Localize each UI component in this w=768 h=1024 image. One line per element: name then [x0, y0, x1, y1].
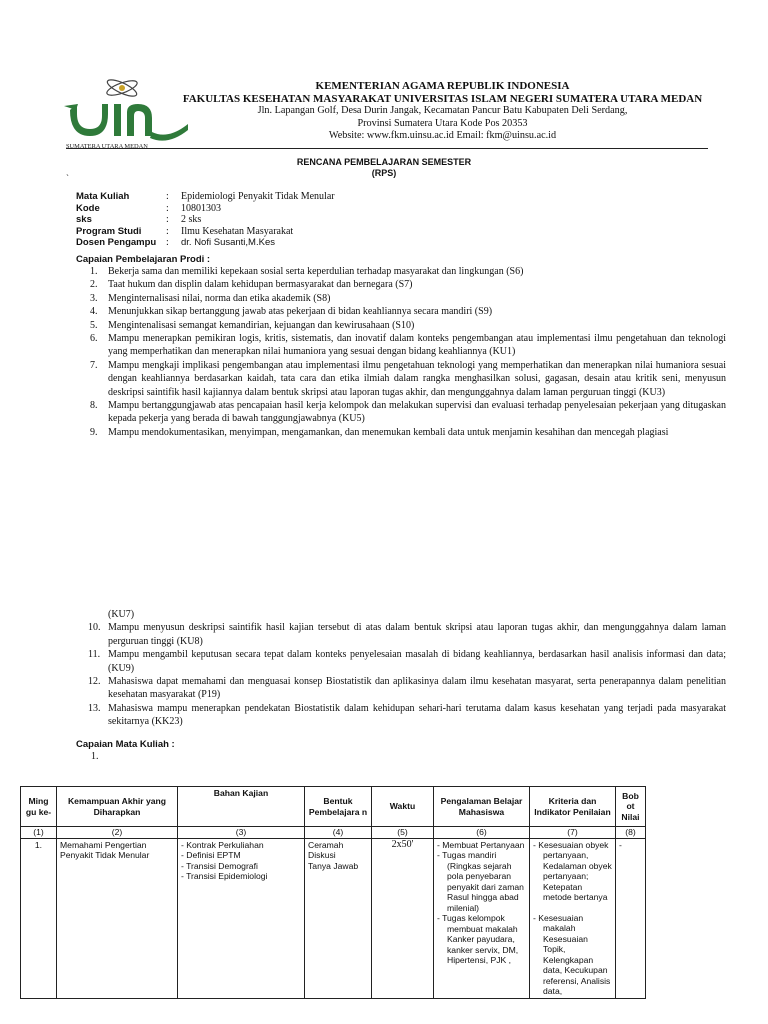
index-cell: (8): [616, 827, 646, 839]
item-number: 11.: [88, 649, 101, 661]
identity-row: [76, 226, 335, 238]
stray-mark: `: [66, 173, 69, 183]
identity-value: Ilmu Kesehatan Masyarakat: [181, 225, 294, 237]
item-text: (KU7): [108, 609, 135, 620]
list-item: [76, 319, 726, 332]
material-item: - Transisi Epidemiologi: [181, 871, 268, 881]
province: Provinsi Sumatera Utara Kode Pos 20353: [357, 117, 528, 129]
header-divider: [66, 148, 708, 149]
identity-row: [76, 203, 335, 215]
time-cell: 2x50': [372, 838, 434, 998]
identity-colon: :: [166, 202, 169, 214]
list-item: [76, 292, 726, 305]
cpl-list: [76, 265, 726, 439]
col-header: Waktu: [372, 787, 434, 827]
identity-colon: :: [166, 214, 169, 225]
index-cell: (5): [372, 827, 434, 839]
index-cell: (4): [305, 827, 372, 839]
index-cell: (6): [434, 827, 530, 839]
table-index-row: [21, 827, 646, 839]
col-header: Bentuk Pembelajara n: [305, 787, 372, 827]
title-line: RENCANA PEMBELAJARAN SEMESTER: [296, 157, 472, 167]
website-email: Website: www.fkm.uinsu.ac.id Email: fkm@uinsu.ac.id: [328, 130, 557, 141]
list-item: [76, 621, 726, 648]
list-item-tail: [76, 608, 726, 621]
identity-colon: :: [166, 191, 169, 202]
identity-row: [76, 191, 335, 203]
table-row: [21, 838, 646, 998]
item-text: Menunjukkan sikap bertanggung jawab atas pekerjaan di bidan keahliannya secara mandiri (S9): [108, 306, 493, 318]
item-number: 7.: [90, 359, 98, 371]
list-item: [76, 702, 726, 729]
list-item: [76, 332, 726, 359]
identity-key: Kode: [76, 202, 100, 214]
item-text: Taat hukum dan displin dalam kehidupan bermasyarakat dan bernegara (S7): [108, 279, 413, 291]
address: Jln. Lapangan Golf, Desa Durin Jangak, Kecamatan Pancur Batu Kabupaten Deli Serdang,: [257, 105, 628, 116]
cpl-heading: Capaian Pembelajaran Prodi :: [76, 254, 211, 265]
ministry-name: KEMENTERIAN AGAMA REPUBLIK INDONESIA: [315, 80, 570, 92]
criteria-item: - Kesesuaian makalah Kesesuaian Topik, Kelengkapan data, Kecukupan referensi, Analisis data,: [533, 912, 611, 996]
identity-value: Epidemiologi Penyakit Tidak Menular: [181, 191, 335, 202]
item-text: Mahasiswa mampu menerapkan pendekatan Biostatistik dalam kehidupan sehari-hari terutama dalam kasus kesehatan yang terjadi pada masyarakat sekitarnya (KK23): [108, 702, 726, 728]
identity-row: [76, 237, 335, 249]
item-number: 4.: [90, 306, 98, 318]
identity-colon: :: [166, 237, 169, 248]
material-item: - Kontrak Perkuliahan: [181, 839, 264, 850]
criteria-cell: [530, 838, 616, 998]
table-header-row: [21, 787, 646, 827]
col-header: Bob ot Nilai: [616, 787, 646, 827]
identity-row: [76, 214, 335, 226]
experience-cell: [434, 838, 530, 998]
col-header: Pengalaman Belajar Mahasiswa: [434, 787, 530, 827]
item-text: Mampu mendokumentasikan, menyimpan, mengamankan, dan menemukan kembali data untuk menjamin kesahihan dan mencegah plagiasi: [108, 426, 669, 438]
item-number: 12.: [88, 676, 101, 688]
item-number: 8.: [90, 400, 98, 412]
item-text: Mengintenalisasi semangat kemandirian, kejuangan dan kewirusahaan (S10): [108, 319, 415, 331]
list-item: [76, 265, 726, 278]
item-text: Bekerja sama dan memiliki kepekaan sosial serta keperdulian terhadap masyarakat dan lingkungan (S6): [108, 266, 524, 277]
index-cell: (2): [57, 827, 178, 839]
week-cell: 1.: [21, 838, 57, 998]
ability-cell: Memahami Pengertian Penyakit Tidak Menular: [57, 838, 178, 998]
document-title: [0, 157, 768, 179]
item-text: Mampu bertanggungjawab atas pencapaian hasil kerja kelompok dan melakukan supervisi dan evaluasi terhadap penyelesaian pekerjaan yang ditugaskan kepada pekerja yang berada di bawah tanggungjawabnya (KU5): [108, 400, 726, 425]
method-item: Tanya Jawab: [308, 860, 359, 871]
method-cell: [305, 838, 372, 998]
cpmk-item-number: 1.: [91, 751, 99, 762]
cpmk-heading: Capaian Mata Kuliah :: [76, 739, 175, 750]
col-header: Kriteria dan Indikator Penilaian: [530, 787, 616, 827]
item-number: 1.: [90, 266, 98, 277]
index-cell: (1): [21, 827, 57, 839]
weight-cell: -: [616, 838, 646, 998]
item-number: 2.: [90, 279, 98, 291]
col-header: Kemampuan Akhir yang Diharapkan: [57, 787, 178, 827]
list-item: [76, 675, 726, 702]
item-number: 13.: [88, 702, 101, 714]
identity-key: Dosen Pengampu: [76, 237, 157, 248]
item-text: Mampu menerapkan pemikiran logis, kritis, sistematis, dan inovatif dalam konteks pengembangan atau implementasi ilmu pengetahuan dan teknologi yang memperhatikan dan menerapkan nilai humaniora yang sesuai dengan bidang keahliannya (KU1): [108, 333, 726, 358]
criteria-spacer: [533, 903, 612, 913]
course-identity: [76, 191, 335, 249]
method-item: Ceramah: [308, 839, 344, 850]
index-cell: (3): [178, 827, 305, 839]
item-number: 6.: [90, 333, 98, 345]
material-cell: [178, 838, 305, 998]
identity-key: sks: [76, 214, 92, 225]
experience-item: - Membuat Pertanyaan: [437, 839, 525, 850]
list-item: [76, 399, 726, 426]
material-item: - Transisi Demografi: [181, 860, 258, 871]
item-text: Mampu mengambil keputusan secara tepat dalam konteks penyelesaian masalah di bidang keahliannya, berdasarkan hasil analisis informasi dan data; (KU9): [108, 649, 726, 674]
list-item: [76, 278, 726, 291]
identity-key: Program Studi: [76, 225, 142, 237]
material-item: - Definisi EPTM: [181, 850, 241, 860]
criteria-item: - Kesesuaian obyek pertanyaan, Kedalaman obyek pertanyaan; Ketepatan metode bertanya: [533, 839, 612, 902]
col-header: Bahan Kajian: [178, 787, 305, 827]
uin-logo-icon: [64, 74, 190, 154]
experience-item: - Tugas kelompok membuat makalah Kanker payudara, kanker servix, DM, Hipertensi, PJK ,: [437, 913, 519, 965]
index-cell: (7): [530, 827, 616, 839]
cpl-list-continued: [76, 608, 726, 729]
list-item: [76, 426, 726, 439]
experience-item: - Tugas mandiri (Ringkas sejarah pola penyebaran penyakit dari zaman Rasul hingga abad milenial): [437, 850, 524, 913]
item-text: Mampu menyusun deskripsi saintifik hasil kajian tersebut di atas dalam bentuk skripsi atau laporan tugas akhir, dan mengunggahnya dalam laman perguruan tinggi (KU8): [108, 622, 726, 647]
item-text: Menginternalisasi nilai, norma dan etika akademik (S8): [108, 292, 331, 304]
letterhead: [180, 80, 705, 143]
item-number: 3.: [90, 292, 98, 304]
item-text: Mahasiswa dapat memahami dan menguasai konsep Biostatistik dan aplikasinya dalam ilmu kesehatan masyarat, serta penerapannya dalam penelitian kesehatan masyarakat (P19): [108, 676, 726, 701]
rps-table: [20, 786, 646, 999]
list-item: [76, 359, 726, 399]
list-item: [76, 305, 726, 318]
identity-colon: :: [166, 225, 169, 237]
list-item: [76, 648, 726, 675]
logo-caption: SUMATERA UTARA MEDAN: [66, 143, 148, 150]
item-number: 5.: [90, 319, 98, 331]
identity-value: 2 sks: [181, 214, 202, 225]
subtitle-line: (RPS): [371, 168, 397, 178]
item-text: Mampu mengkaji implikasi pengembangan atau implementasi ilmu pengetahuan teknologi yang memperhatikan dan menerapkan nilai humaniora sesuai dengan keahliannya berdasarkan kaidah, tata cara dan etika ilmiah dalam rangka menghasilkan solusi, gagasan, desain atau kritik seni, menyusun deskripsi saintifik hasil kajiannya dalam bentuk skripsi atau laporan tugas akhir, dan mengunggahnya dalam laman perguruan tinggi (KU3): [108, 359, 726, 398]
faculty-name: FAKULTAS KESEHATAN MASYARAKAT UNIVERSITAS ISLAM NEGERI SUMATERA UTARA MEDAN: [182, 92, 703, 105]
item-number: 10.: [88, 622, 101, 634]
identity-key: Mata Kuliah: [76, 191, 130, 202]
method-item: Diskusi: [308, 850, 336, 860]
col-header: Ming gu ke-: [21, 787, 57, 827]
identity-value: 10801303: [181, 202, 221, 214]
item-number: 9.: [90, 426, 98, 438]
identity-value: dr. Nofi Susanti,M.Kes: [181, 237, 275, 248]
